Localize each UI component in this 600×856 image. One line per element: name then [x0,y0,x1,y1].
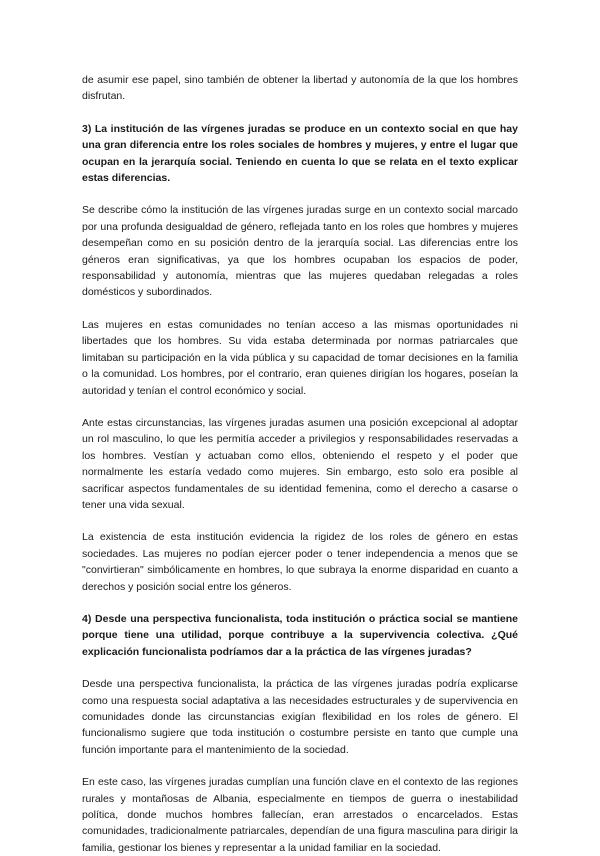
spacer [82,301,518,317]
answer-3-paragraph-1: Se describe cómo la institución de las vírgenes juradas surge en un contexto social marcado por una profunda desigualdad de género, reflejada tanto en los roles que hombres y mujeres desempeñan como en su posición dentro de la jerarquía social. Las diferencias entre los géneros eran significativas, ya que los hombres ocupaban los espacios de poder, responsabilidad y autonomía, mientras que las mujeres quedaban relegadas a roles domésticos y subordinados. [82,204,518,299]
answer-3-paragraph-3: Ante estas circunstancias, las vírgenes juradas asumen una posición excepcional al adoptar un rol masculino, lo que les permitía acceder a privilegios y responsabilidades reservadas a los hombres. Vestían y actuaban como ellos, obteniendo el respeto y el poder que normalmente les estaría vedado como mujeres. Sin embargo, esto solo era posible al sacrificar aspectos fundamentales de su identidad femenina, como el derecho a casarse o tener una vida sexual. [82,416,518,511]
spacer [82,758,518,774]
spacer [82,660,518,676]
spacer [82,186,518,202]
answer-4-paragraph-2: En este caso, las vírgenes juradas cumplían una función clave en el contexto de las regiones rurales y montañosas de Albania, especialmente en tiempos de guerra o inestabilidad política, donde muchos hombres fallecían, eran arrestados o encarcelados. Estas comunidades, tradicionalmente patriarcales, dependían de una figura masculina para dirigir la familia, gestionar los bienes y representar a la unidad familiar en la sociedad. [82,776,519,854]
spacer [82,513,518,529]
question-3-heading: 3) La institución de las vírgenes juradas se produce en un contexto social en que hay una gran diferencia entre los roles sociales de hombres y mujeres, y entre el lugar que ocupan en la jerarquía social. Teniendo en cuenta lo que se relata en el texto explicar estas diferencias. [82,122,518,185]
document-page [82,72,518,856]
answer-4-paragraph-1: Desde una perspectiva funcionalista, la práctica de las vírgenes juradas podría explicarse como una respuesta social adaptativa a las necesidades estructurales y de supervivencia en comunidades donde las circunstancias exigían flexibilidad en los roles de género. El funcionalismo sugiere que toda institución o costumbre persiste en tanto que cumple una función importante para el mantenimiento de la sociedad. [82,678,518,756]
spacer [82,595,518,611]
answer-3-paragraph-2: Las mujeres en estas comunidades no tenían acceso a las mismas oportunidades ni libertades que los hombres. Su vida estaba determinada por normas patriarcales que limitaban su participación en la vida pública y su capacidad de tomar decisiones en la familia o la comunidad. Los hombres, por el contrario, eran quienes dirigían los hogares, poseían la autoridad y tenían el control económico y social. [82,318,518,397]
paragraph-continuation: de asumir ese papel, sino también de obtener la libertad y autonomía de la que los hombres disfrutan. [82,74,518,103]
spacer [82,105,518,121]
spacer [82,399,518,415]
answer-3-paragraph-4: La existencia de esta institución evidencia la rigidez de los roles de género en estas sociedades. Las mujeres no podían ejercer poder o tener independencia a menos que se "convirtieran" simbólicamente en hombres, lo que subraya la enorme disparidad en cuanto a derechos y posición social entre los géneros. [82,531,518,593]
question-4-heading: 4) Desde una perspectiva funcionalista, toda institución o práctica social se mantiene porque tiene una utilidad, porque contribuye a la supervivencia colectiva. ¿Qué explicación funcionalista podríamos dar a la práctica de las vírgenes juradas? [82,612,518,658]
